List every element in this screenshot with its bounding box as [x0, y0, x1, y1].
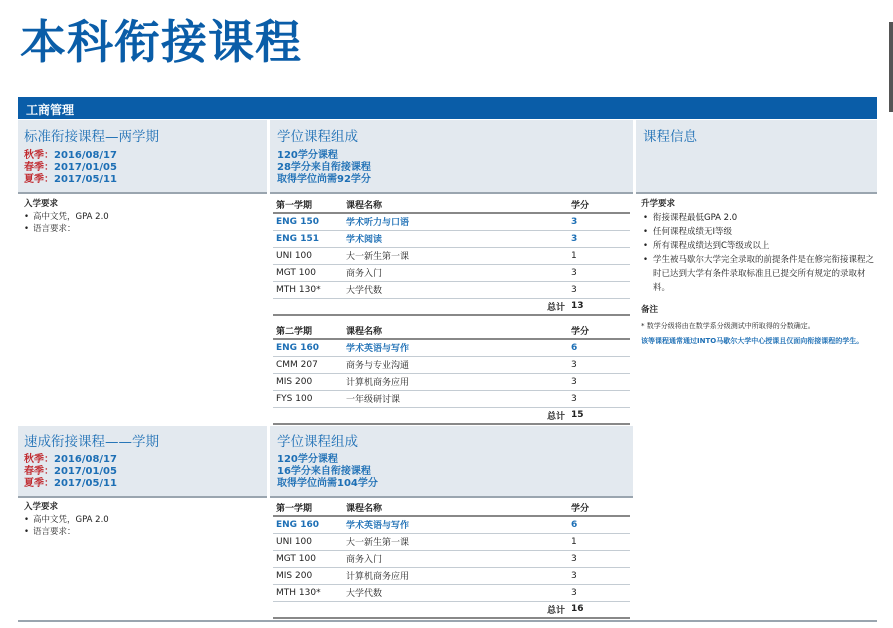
degree2-summary: 120学分课程 16学分来自衔接课程 取得学位尚需104学分: [277, 454, 378, 489]
degree2-heading: 学位课程组成: [277, 434, 358, 450]
term-header: 第一学期: [273, 499, 343, 516]
course-name: 计算机商务应用: [343, 567, 568, 584]
course-credits: 3: [568, 281, 630, 298]
standard-dates: 秋季：2016/08/17 春季：2017/01/05 夏季：2017/05/11: [24, 150, 117, 185]
course-credits: 3: [568, 264, 630, 281]
course-code: ENG 150: [273, 213, 343, 230]
course-name: 计算机商务应用: [343, 373, 568, 390]
credits-header: 学分: [568, 499, 630, 516]
info-heading: 课程信息: [643, 129, 697, 145]
requirement-item: • 高中文凭，GPA 2.0: [24, 211, 264, 224]
table-row: [273, 516, 630, 533]
requirement-item: • 语言要求：: [24, 526, 264, 539]
requirement-item: • 语言要求：: [24, 223, 264, 236]
course-credits: 3: [568, 230, 630, 247]
table-row: [273, 584, 630, 601]
course-name: 大学代数: [343, 281, 568, 298]
info-panel: [641, 197, 877, 347]
total-value: 15: [568, 407, 630, 424]
total-row: [273, 601, 630, 618]
term3-table: [273, 499, 630, 619]
table-row: [273, 247, 630, 264]
total-row: [273, 407, 630, 424]
course-code: ENG 151: [273, 230, 343, 247]
table-header: [273, 322, 630, 339]
table-row: [273, 339, 630, 356]
total-label: 总计: [343, 601, 568, 618]
table-row: [273, 264, 630, 281]
course-code: CMM 207: [273, 356, 343, 373]
course-credits: 3: [568, 356, 630, 373]
degree1-summary: 120学分课程 28学分来自衔接课程 取得学位尚需92学分: [277, 150, 371, 185]
term-header: 第二学期: [273, 322, 343, 339]
course-code: MTH 130*: [273, 281, 343, 298]
note-text-2: 该等课程通常通过INTO马歇尔大学中心授课且仅面向衔接课程的学生。: [641, 337, 864, 345]
course-name: 学术英语与写作: [343, 516, 568, 533]
term2-table: [273, 322, 630, 425]
table-row: [273, 213, 630, 230]
course-credits: 6: [568, 339, 630, 356]
course-credits: 3: [568, 550, 630, 567]
course-name: 大一新生第一课: [343, 247, 568, 264]
accel-heading: 速成衔接课程——学期: [24, 434, 159, 450]
accel-requirements: 入学要求 • 高中文凭，GPA 2.0 • 语言要求：: [24, 501, 264, 539]
course-code: MGT 100: [273, 550, 343, 567]
page-title: 本科衔接课程: [20, 15, 302, 69]
degree1-heading: 学位课程组成: [277, 129, 358, 145]
table-row: [273, 373, 630, 390]
course-name: 学术阅读: [343, 230, 568, 247]
standard-requirements: [24, 198, 264, 236]
course-code: ENG 160: [273, 339, 343, 356]
info-item: • 学生被马歇尔大学完全录取的前提条件是在修完衔接课程之时已达到大学有条件录取标准且已提交所有规定的录取材料。: [641, 253, 877, 295]
req-label: 入学要求: [24, 199, 59, 209]
course-credits: 1: [568, 533, 630, 550]
course-code: MTH 130*: [273, 584, 343, 601]
credits-header: 学分: [568, 196, 630, 213]
name-header: 课程名称: [343, 322, 568, 339]
course-code: MIS 200: [273, 373, 343, 390]
edge-bar: [889, 22, 893, 112]
course-code: ENG 160: [273, 516, 343, 533]
info-item: • 任何课程成绩无I等级: [641, 225, 877, 239]
course-name: 商务入门: [343, 264, 568, 281]
total-row: [273, 298, 630, 315]
info-item: • 衔接课程最低GPA 2.0: [641, 211, 877, 225]
course-credits: 3: [568, 390, 630, 407]
table-row: [273, 390, 630, 407]
total-label: 总计: [343, 298, 568, 315]
note-text: * 数学分级将由在数学系分级测试中所取得的分数确定。: [641, 322, 815, 330]
name-header: 课程名称: [343, 196, 568, 213]
course-name: 学术英语与写作: [343, 339, 568, 356]
course-code: FYS 100: [273, 390, 343, 407]
table-row: [273, 567, 630, 584]
total-value: 13: [568, 298, 630, 315]
course-name: 大一新生第一课: [343, 533, 568, 550]
credits-header: 学分: [568, 322, 630, 339]
course-code: UNI 100: [273, 533, 343, 550]
table-row: [273, 356, 630, 373]
standard-heading: 标准衔接课程—两学期: [24, 129, 159, 145]
bottom-rule: [18, 620, 877, 622]
upgrade-label: 升学要求: [641, 199, 676, 209]
course-code: UNI 100: [273, 247, 343, 264]
table-row: [273, 550, 630, 567]
term1-table: [273, 196, 630, 316]
course-name: 学术听力与口语: [343, 213, 568, 230]
course-credits: 3: [568, 584, 630, 601]
total-label: 总计: [343, 407, 568, 424]
course-name: 一年级研讨课: [343, 390, 568, 407]
course-credits: 3: [568, 567, 630, 584]
course-credits: 3: [568, 373, 630, 390]
course-code: MIS 200: [273, 567, 343, 584]
total-value: 16: [568, 601, 630, 618]
name-header: 课程名称: [343, 499, 568, 516]
program-bar: 工商管理: [18, 97, 877, 119]
course-credits: 1: [568, 247, 630, 264]
course-credits: 3: [568, 213, 630, 230]
course-credits: 6: [568, 516, 630, 533]
course-name: 大学代数: [343, 584, 568, 601]
note-label: 备注: [641, 305, 659, 315]
requirement-item: • 高中文凭，GPA 2.0: [24, 514, 264, 527]
table-row: [273, 230, 630, 247]
table-header: [273, 499, 630, 516]
info-item: • 所有课程成绩达到C等级或以上: [641, 239, 877, 253]
table-row: [273, 281, 630, 298]
course-name: 商务入门: [343, 550, 568, 567]
course-code: MGT 100: [273, 264, 343, 281]
table-header: [273, 196, 630, 213]
course-name: 商务与专业沟通: [343, 356, 568, 373]
term-header: 第一学期: [273, 196, 343, 213]
accel-dates: 秋季：2016/08/17 春季：2017/01/05 夏季：2017/05/11: [24, 454, 117, 489]
table-row: [273, 533, 630, 550]
